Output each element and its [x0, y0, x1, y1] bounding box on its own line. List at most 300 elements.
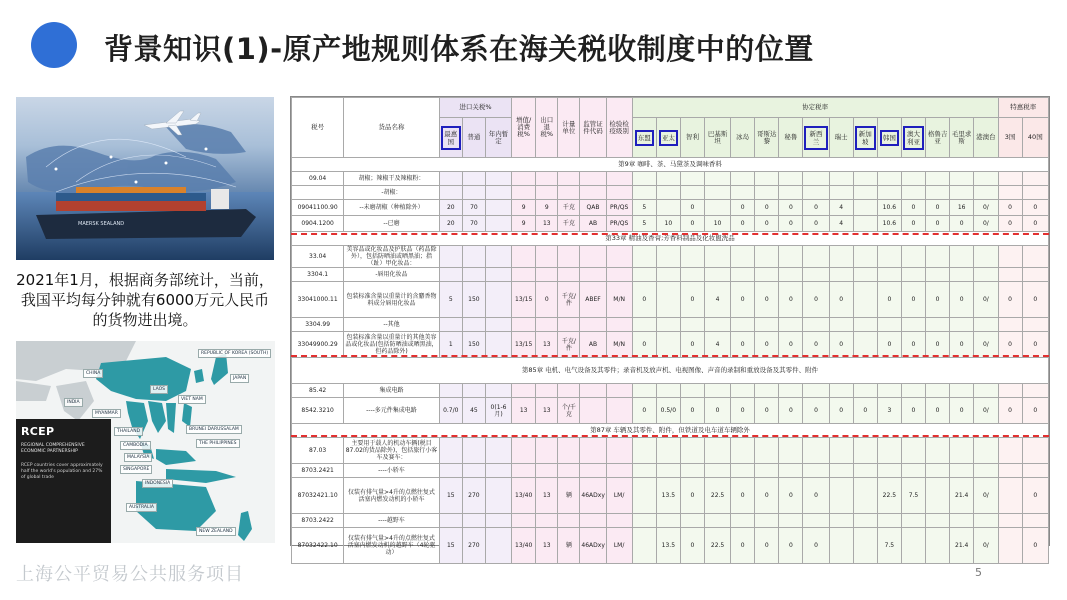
rate-cell: 0	[803, 398, 829, 424]
rate-cell	[803, 268, 829, 282]
rate-cell	[877, 464, 901, 478]
rate-cell	[877, 246, 901, 268]
highlighted-header-label: 最惠国	[441, 126, 461, 150]
rate-cell	[558, 384, 580, 398]
hs-code-cell: 87032421.10	[292, 478, 344, 514]
rate-cell	[536, 318, 558, 332]
table-row	[292, 246, 1049, 268]
rcep-title: RCEP	[21, 425, 55, 438]
rate-cell: 13/15	[512, 332, 536, 358]
rate-cell	[950, 268, 974, 282]
rate-cell	[998, 464, 1022, 478]
map-label-india: INDIA	[64, 398, 83, 407]
goods-name-cell: 主要用于载人的机动车辆(税目87.02的货品除外)，包括旅行小客车及赛车：	[344, 438, 439, 464]
rate-cell	[439, 268, 462, 282]
rate-cell	[632, 438, 656, 464]
rate-cell	[580, 318, 606, 332]
rate-cell	[779, 318, 803, 332]
rate-cell	[974, 268, 998, 282]
rate-cell	[853, 478, 877, 514]
rate-cell: 0	[632, 282, 656, 318]
rate-cell: 0(1-6月)	[485, 398, 511, 424]
rate-cell	[580, 186, 606, 200]
rate-cell	[512, 514, 536, 528]
rate-cell	[926, 528, 950, 564]
rate-cell: 0	[950, 332, 974, 358]
rate-cell	[803, 464, 829, 478]
rate-cell	[680, 318, 704, 332]
rate-cell	[829, 478, 853, 514]
rate-cell: 0	[632, 398, 656, 424]
rate-cell	[485, 332, 511, 358]
rate-cell	[1022, 464, 1048, 478]
rate-cell: 21.4	[950, 528, 974, 564]
rate-cell	[731, 318, 755, 332]
hs-code-cell: 8703.2422	[292, 514, 344, 528]
rate-cell	[755, 318, 779, 332]
rate-cell	[485, 246, 511, 268]
rate-cell	[485, 438, 511, 464]
map-label-malaysia: MALAYSIA	[124, 453, 152, 462]
rate-cell: 13	[536, 478, 558, 514]
table-row	[292, 332, 1049, 358]
rate-cell: 0	[731, 398, 755, 424]
chapter-row	[292, 358, 1049, 384]
header-fta-col: 港澳台	[974, 118, 998, 158]
rate-cell: 0	[926, 200, 950, 216]
rate-cell	[606, 318, 632, 332]
rate-cell: 4	[705, 332, 731, 358]
rate-cell	[926, 268, 950, 282]
rate-cell	[877, 438, 901, 464]
goods-name-cell: 包装标准含量以重量计的其他美容品或化妆品(包括防晒油或晒黑油，但药品除外)	[344, 332, 439, 358]
table-row	[292, 438, 1049, 464]
rcep-info-box	[16, 419, 111, 543]
rate-cell: 0	[1022, 200, 1048, 216]
rate-cell	[974, 246, 998, 268]
rate-cell	[606, 398, 632, 424]
rate-cell	[853, 528, 877, 564]
rate-cell	[580, 268, 606, 282]
rate-cell	[462, 514, 485, 528]
rate-cell: 千克	[558, 200, 580, 216]
rate-cell	[974, 172, 998, 186]
rate-cell	[656, 186, 680, 200]
rate-cell: 辆	[558, 528, 580, 564]
rate-cell: 45	[462, 398, 485, 424]
goods-name-cell: 胡椒；辣椒干及辣椒粉：	[344, 172, 439, 186]
rate-cell: 0	[1022, 282, 1048, 318]
rate-cell: 13	[512, 398, 536, 424]
rate-cell	[829, 438, 853, 464]
rate-cell: 千克/件	[558, 282, 580, 318]
rate-cell	[606, 514, 632, 528]
rate-cell	[853, 216, 877, 232]
rate-cell	[901, 464, 925, 478]
rate-cell: 0	[926, 332, 950, 358]
map-label-vietnam: VIET NAM	[178, 395, 206, 404]
goods-name-cell: ----越野车	[344, 514, 439, 528]
rate-cell: 0	[829, 282, 853, 318]
header-name: 货品名称	[344, 98, 439, 158]
goods-name-cell: --未磨胡椒（种植除外）	[344, 200, 439, 216]
rate-cell: 270	[462, 478, 485, 514]
rate-cell: 3	[877, 398, 901, 424]
rate-cell	[998, 514, 1022, 528]
rate-cell: 5	[632, 216, 656, 232]
rate-cell: 0	[803, 216, 829, 232]
rate-cell: 0	[901, 216, 925, 232]
rate-cell	[512, 438, 536, 464]
rate-cell: 0	[926, 282, 950, 318]
header-fta-col	[901, 118, 925, 158]
rate-cell: 0	[803, 478, 829, 514]
rate-cell	[731, 246, 755, 268]
rate-cell	[656, 246, 680, 268]
rate-cell	[926, 478, 950, 514]
rate-cell	[926, 318, 950, 332]
header-special-col: 40国	[1022, 118, 1048, 158]
rate-cell: 0/	[974, 216, 998, 232]
rate-cell	[680, 246, 704, 268]
rate-cell	[558, 268, 580, 282]
header-fta-col: 毛里求斯	[950, 118, 974, 158]
rate-cell	[877, 318, 901, 332]
header-fta-col	[632, 118, 656, 158]
chapter-row	[292, 158, 1049, 172]
hs-code-cell: 87.03	[292, 438, 344, 464]
rate-cell	[632, 246, 656, 268]
rate-cell	[512, 172, 536, 186]
header-fta-col: 巴基斯坦	[705, 118, 731, 158]
rate-cell	[485, 478, 511, 514]
rate-cell: 4	[829, 216, 853, 232]
rate-cell	[853, 318, 877, 332]
rate-cell	[580, 464, 606, 478]
table-row	[292, 398, 1049, 424]
map-label-cambodia: CAMBODIA	[120, 441, 151, 450]
rate-cell	[439, 246, 462, 268]
goods-name-cell: 美容品或化妆品及护肤品（药品除外），包括防晒油或晒黑油；指（趾）甲化妆品：	[344, 246, 439, 268]
rate-cell	[853, 514, 877, 528]
header-vat: 增值/消费税%	[512, 98, 536, 158]
rate-cell	[558, 246, 580, 268]
rate-cell: 20	[439, 216, 462, 232]
separator-dashed-line	[291, 233, 1049, 235]
rate-cell	[680, 464, 704, 478]
rate-cell: 0	[755, 528, 779, 564]
rate-cell	[485, 318, 511, 332]
rcep-description: RCEP countries cover approximately half the world's population and 27% of global trade	[21, 463, 103, 480]
rcep-map	[16, 341, 275, 543]
header-special-col: 3国	[998, 118, 1022, 158]
rate-cell	[829, 186, 853, 200]
rate-cell	[656, 384, 680, 398]
rate-cell	[998, 528, 1022, 564]
rate-cell	[853, 384, 877, 398]
rate-cell	[731, 384, 755, 398]
rate-cell: 0	[680, 282, 704, 318]
rate-cell: 9	[512, 216, 536, 232]
rate-cell	[779, 268, 803, 282]
rate-cell	[439, 464, 462, 478]
rate-cell: 0	[877, 332, 901, 358]
rate-cell: 0	[731, 332, 755, 358]
rate-cell	[901, 528, 925, 564]
rate-cell: 0	[926, 216, 950, 232]
hs-code-cell: 0904.1200	[292, 216, 344, 232]
rate-cell	[656, 332, 680, 358]
goods-name-cell: 仅装有排气量>4升的点燃往复式活塞内燃发动机的越野车（4轮驱动）	[344, 528, 439, 564]
rate-cell: 0	[803, 282, 829, 318]
rate-cell	[558, 438, 580, 464]
rate-cell	[606, 246, 632, 268]
header-export-rebate: 出口退税%	[536, 98, 558, 158]
rate-cell: 22.5	[705, 478, 731, 514]
trade-photo	[16, 97, 274, 260]
rate-cell: 20	[439, 200, 462, 216]
rate-cell: 个/千克	[558, 398, 580, 424]
rate-cell	[558, 514, 580, 528]
rate-cell	[950, 318, 974, 332]
rate-cell	[439, 172, 462, 186]
rate-cell	[998, 172, 1022, 186]
goods-name-cell: 集成电路	[344, 384, 439, 398]
rate-cell: 0	[779, 398, 803, 424]
rate-cell	[755, 438, 779, 464]
slide-title: 背景知识(1)-原产地规则体系在海关税收制度中的位置	[104, 32, 814, 66]
rate-cell: 13	[536, 216, 558, 232]
rate-cell	[512, 318, 536, 332]
rate-cell: 0	[779, 528, 803, 564]
rate-cell	[901, 172, 925, 186]
rate-cell	[877, 268, 901, 282]
rate-cell	[656, 172, 680, 186]
rate-cell	[606, 464, 632, 478]
rate-cell: 0	[853, 398, 877, 424]
rate-cell	[998, 438, 1022, 464]
header-cert: 监管证件代码	[580, 98, 606, 158]
hs-code-cell: 87032422.10	[292, 528, 344, 564]
header-fta-col	[853, 118, 877, 158]
rate-cell: 70	[462, 200, 485, 216]
rate-cell: 13.5	[656, 528, 680, 564]
rate-cell	[462, 438, 485, 464]
rate-cell: 0	[731, 216, 755, 232]
ship-label: MAERSK SEALAND	[78, 221, 125, 227]
rate-cell: 22.5	[877, 478, 901, 514]
rate-cell: 0	[680, 332, 704, 358]
rate-cell	[558, 186, 580, 200]
rate-cell	[853, 332, 877, 358]
header-import-col: 普通	[462, 118, 485, 158]
rate-cell	[632, 268, 656, 282]
header-fta-col	[803, 118, 829, 158]
rate-cell: 0	[755, 332, 779, 358]
rate-cell	[1022, 186, 1048, 200]
rate-cell: 0	[950, 282, 974, 318]
rate-cell	[926, 186, 950, 200]
rate-cell: 0	[755, 478, 779, 514]
rate-cell	[536, 186, 558, 200]
rate-cell	[998, 318, 1022, 332]
header-unit: 计量单位	[558, 98, 580, 158]
rate-cell	[1022, 438, 1048, 464]
highlighted-header-label: 澳大利亚	[903, 126, 924, 150]
rate-cell	[580, 438, 606, 464]
header-fta-col: 冰岛	[731, 118, 755, 158]
rate-cell: 0.7/0	[439, 398, 462, 424]
rate-cell: 10	[705, 216, 731, 232]
rate-cell	[680, 514, 704, 528]
rate-cell	[779, 172, 803, 186]
rate-cell	[705, 186, 731, 200]
rate-cell	[656, 514, 680, 528]
rate-cell	[803, 172, 829, 186]
rate-cell	[853, 200, 877, 216]
rate-cell	[950, 186, 974, 200]
header-import-col	[439, 118, 462, 158]
rate-cell	[853, 438, 877, 464]
rate-cell: 0	[680, 398, 704, 424]
rate-cell	[439, 438, 462, 464]
rate-cell	[680, 186, 704, 200]
rate-cell: 0	[536, 282, 558, 318]
rate-cell	[803, 514, 829, 528]
rate-cell	[950, 384, 974, 398]
rate-cell	[462, 172, 485, 186]
rate-cell: 7.5	[901, 478, 925, 514]
rate-cell	[901, 514, 925, 528]
rate-cell	[580, 384, 606, 398]
rate-cell: 1	[439, 332, 462, 358]
rate-cell	[950, 464, 974, 478]
goods-name-cell: --其他	[344, 318, 439, 332]
rate-cell	[950, 438, 974, 464]
rate-cell	[1022, 246, 1048, 268]
table-row	[292, 216, 1049, 232]
rate-cell	[926, 438, 950, 464]
rate-cell	[901, 438, 925, 464]
rate-cell: 0	[829, 332, 853, 358]
rate-cell	[485, 216, 511, 232]
chapter-title: 第9章 咖啡、茶、马黛茶及调味香料	[292, 158, 1049, 172]
rate-cell	[803, 438, 829, 464]
chapter-title: 第87章 车辆及其零件、附件，但铁道及电车道车辆除外	[292, 424, 1049, 438]
rate-cell: M/N	[606, 332, 632, 358]
rate-cell	[803, 186, 829, 200]
goods-name-cell: ----多元件集成电路	[344, 398, 439, 424]
rate-cell: 0	[803, 332, 829, 358]
separator-dashed-line	[291, 355, 1049, 357]
rate-cell	[580, 398, 606, 424]
rate-cell: 0	[731, 528, 755, 564]
map-label-brunei: BRUNEI DARUSSALAM	[186, 425, 242, 434]
rate-cell: 46ADxy	[580, 528, 606, 564]
map-label-china: CHINA	[83, 369, 103, 378]
rate-cell: 0	[779, 332, 803, 358]
map-label-new-zealand: NEW ZEALAND	[196, 527, 236, 536]
rate-cell	[901, 186, 925, 200]
rate-cell	[926, 246, 950, 268]
rate-cell: 辆	[558, 478, 580, 514]
rate-cell: 0	[950, 216, 974, 232]
rate-cell	[731, 464, 755, 478]
rate-cell: 13/40	[512, 478, 536, 514]
map-label-japan: JAPAN	[230, 374, 249, 383]
rate-cell: 0	[755, 216, 779, 232]
chapter-title: 第33章 精油及香膏;芳香料制品及化妆盥洗品	[292, 232, 1049, 246]
rate-cell	[512, 464, 536, 478]
rate-cell	[731, 186, 755, 200]
rate-cell: 0	[901, 200, 925, 216]
rate-cell	[485, 528, 511, 564]
rate-cell: 0	[755, 398, 779, 424]
rate-cell: 0	[779, 200, 803, 216]
header-fta-col	[656, 118, 680, 158]
rate-cell	[853, 246, 877, 268]
header-fta-col: 智利	[680, 118, 704, 158]
rate-cell	[829, 268, 853, 282]
rate-cell: 13	[536, 332, 558, 358]
rate-cell: 0	[803, 528, 829, 564]
table-row	[292, 514, 1049, 528]
rate-cell	[536, 172, 558, 186]
rate-cell	[950, 514, 974, 528]
rate-cell	[632, 514, 656, 528]
goods-name-cell: 包装标准含量以重量计的含麝香物料成分唇用化妆品	[344, 282, 439, 318]
rate-cell	[877, 186, 901, 200]
rate-cell	[680, 438, 704, 464]
table-row	[292, 478, 1049, 514]
rate-cell: 10.6	[877, 200, 901, 216]
rate-cell	[731, 438, 755, 464]
rate-cell: 0	[779, 216, 803, 232]
rate-cell	[853, 268, 877, 282]
header-special-group: 特惠税率	[998, 98, 1048, 118]
rate-cell: 21.4	[950, 478, 974, 514]
rate-cell	[632, 186, 656, 200]
rate-cell	[998, 186, 1022, 200]
map-label-korea: REPUBLIC OF KOREA (SOUTH)	[198, 349, 271, 358]
goods-name-cell: ----小轿车	[344, 464, 439, 478]
rate-cell	[974, 514, 998, 528]
rate-cell	[705, 438, 731, 464]
rate-cell: 150	[462, 332, 485, 358]
rate-cell	[485, 514, 511, 528]
rate-cell: 0	[998, 332, 1022, 358]
rate-cell: PR/QS	[606, 200, 632, 216]
rate-cell: 13	[536, 528, 558, 564]
rate-cell	[926, 514, 950, 528]
goods-name-cell: 仅装有排气量>4升的点燃往复式活塞内燃发动机的小轿车	[344, 478, 439, 514]
rate-cell: 0	[755, 200, 779, 216]
rate-cell	[705, 200, 731, 216]
rate-cell	[705, 246, 731, 268]
rate-cell	[632, 464, 656, 478]
highlighted-header-label: 新西兰	[804, 126, 827, 150]
hs-code-cell: 8542.3210	[292, 398, 344, 424]
highlighted-header-label: 新加坡	[855, 126, 876, 150]
rate-cell	[1022, 384, 1048, 398]
rate-cell	[536, 246, 558, 268]
rate-cell	[950, 246, 974, 268]
rate-cell	[512, 246, 536, 268]
rate-cell: 0	[1022, 528, 1048, 564]
rate-cell	[705, 318, 731, 332]
chapter-title: 第85章 电机、电气设备及其零件；录音机及放声机、电视图像、声音的录制和重放设备及其零件、附件	[292, 358, 1049, 384]
footer-text: 上海公平贸易公共服务项目	[16, 564, 244, 585]
